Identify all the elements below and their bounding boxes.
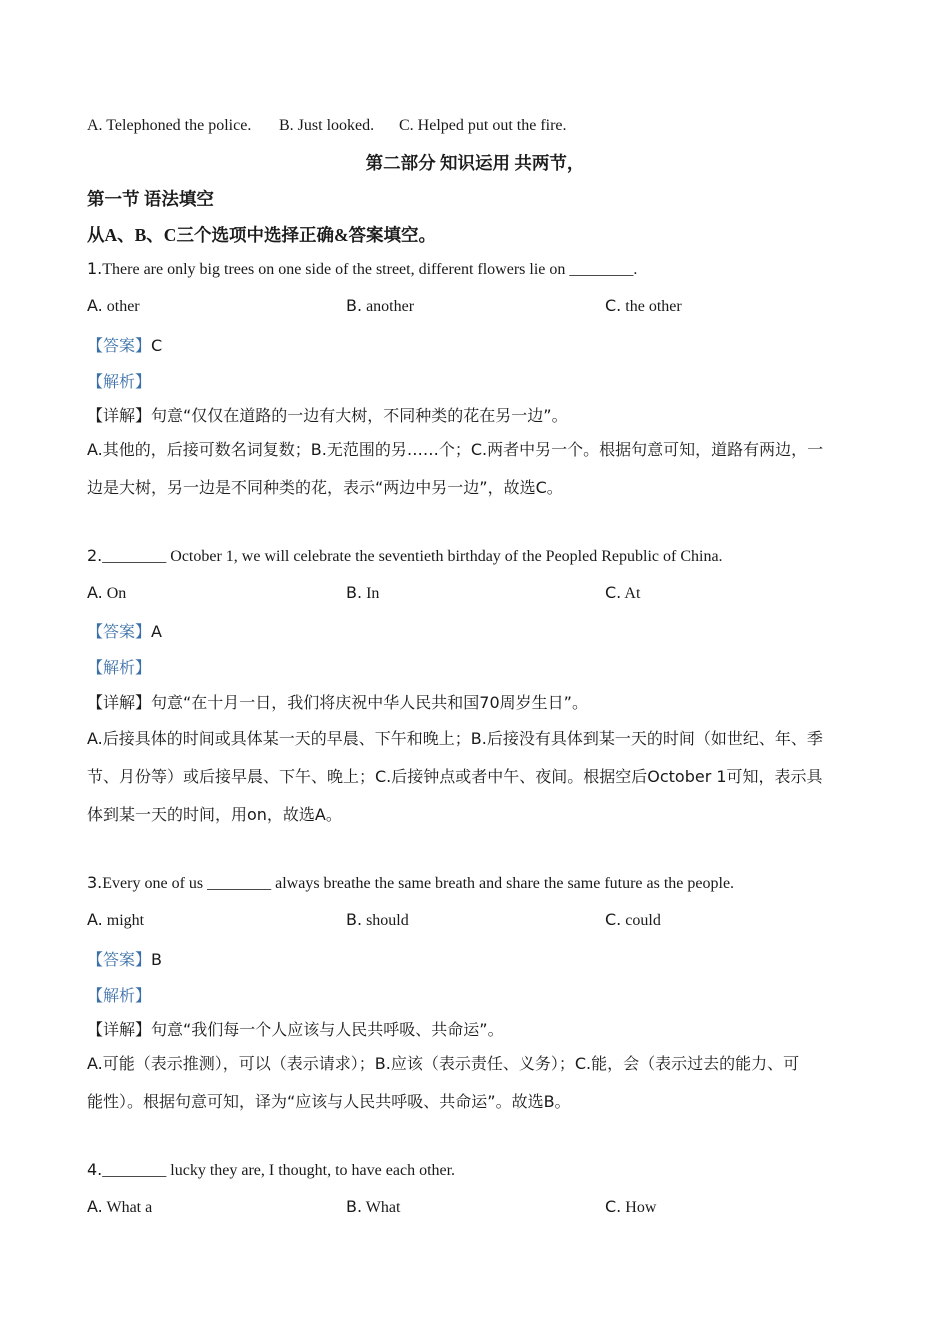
q3-explanation-line-2: 能性）。根据句意可知，译为“应该与人民共呼吸、共命运”。故选B。 <box>87 1092 571 1111</box>
answer-value: A <box>151 622 162 641</box>
q3-explanation-line-1: A.可能（表示推测），可以（表示请求）；B.应该（表示责任、义务）；C.能，会（表示过去的能力、可 <box>87 1054 800 1073</box>
part-title: 第二部分 知识运用 共两节， <box>365 153 585 173</box>
q3-detail: 【详解】句意“我们每一个人应该与人民共呼吸、共命运”。 <box>87 1020 504 1039</box>
q3-option-a: A. might <box>87 910 145 929</box>
q1-analysis-tag: 【解析】 <box>87 372 152 391</box>
q1-explanation-line-1: A.其他的，后接可数名词复数；B.无范围的另……个；C.两者中另一个。根据句意可知，道路有两边，一 <box>87 440 824 459</box>
q2-option-c: C. At <box>605 583 641 602</box>
question-4-stem <box>87 1160 455 1180</box>
q2-explanation-line-2: 节、月份等）或后接早晨、下午、晚上；C.后接钟点或者中午、夜间。根据空后October 1可知，表示具 <box>87 767 823 786</box>
q4-option-a: A. What a <box>87 1197 153 1216</box>
q2-detail: 【详解】句意“在十月一日，我们将庆祝中华人民共和国70周岁生日”。 <box>87 693 588 712</box>
q2-analysis-tag: 【解析】 <box>87 658 152 677</box>
q1-detail: 【详解】句意“仅仅在道路的一边有大树，不同种类的花在另一边”。 <box>87 406 568 425</box>
q2-option-b: B. In <box>346 583 380 602</box>
question-number: 3. <box>87 873 103 892</box>
question-text: Every one of us ________ always breathe the same breath and share the same future as the people. <box>102 875 735 892</box>
question-1-stem <box>87 259 637 279</box>
q3-option-c: C. could <box>605 910 661 929</box>
q1-option-c: C. the other <box>605 296 682 315</box>
section-title: 第一节 语法填空 <box>87 189 214 209</box>
question-3-stem <box>87 873 734 893</box>
prev-option-c: C. Helped put out the fire. <box>399 117 567 134</box>
q2-explanation-line-1: A.后接具体的时间或具体某一天的早晨、下午和晚上；B.后接没有具体到某一天的时间（如世纪、年、季 <box>87 729 823 748</box>
question-number: 1. <box>87 259 103 278</box>
q3-option-b: B. should <box>346 910 409 929</box>
question-number: 4. <box>87 1160 103 1179</box>
answer-tag: 【答案】 <box>87 622 152 641</box>
q1-option-b: B. another <box>346 296 415 315</box>
answer-value: C <box>151 336 163 355</box>
q3-answer <box>87 947 162 970</box>
instruction: 从A、B、C三个选项中选择正确&答案填空。 <box>87 225 437 245</box>
prev-option-b: B. Just looked. <box>279 117 375 134</box>
question-number: 2. <box>87 546 103 565</box>
question-text: ________ lucky they are, I thought, to have each other. <box>102 1162 456 1179</box>
q4-option-c: C. How <box>605 1197 657 1216</box>
prev-option-a: A. Telephoned the police. <box>87 117 252 134</box>
question-text: There are only big trees on one side of the street, different flowers lie on ________. <box>102 261 638 278</box>
q3-analysis-tag: 【解析】 <box>87 986 152 1005</box>
answer-value: B <box>151 950 162 969</box>
answer-tag: 【答案】 <box>87 950 152 969</box>
question-text: ________ October 1, we will celebrate the seventieth birthday of the Peopled Republic of China. <box>102 548 723 565</box>
q2-explanation-line-3: 体到某一天的时间，用on，故选A。 <box>87 805 342 824</box>
q2-answer <box>87 619 162 642</box>
q2-option-a: A. On <box>87 583 127 602</box>
q4-option-b: B. What <box>346 1197 401 1216</box>
q1-answer <box>87 333 162 356</box>
q1-option-a: A. other <box>87 296 140 315</box>
q1-explanation-line-2: 边是大树，另一边是不同种类的花，表示“两边中另一边”，故选C。 <box>87 478 563 497</box>
question-2-stem <box>87 546 723 566</box>
answer-tag: 【答案】 <box>87 336 152 355</box>
